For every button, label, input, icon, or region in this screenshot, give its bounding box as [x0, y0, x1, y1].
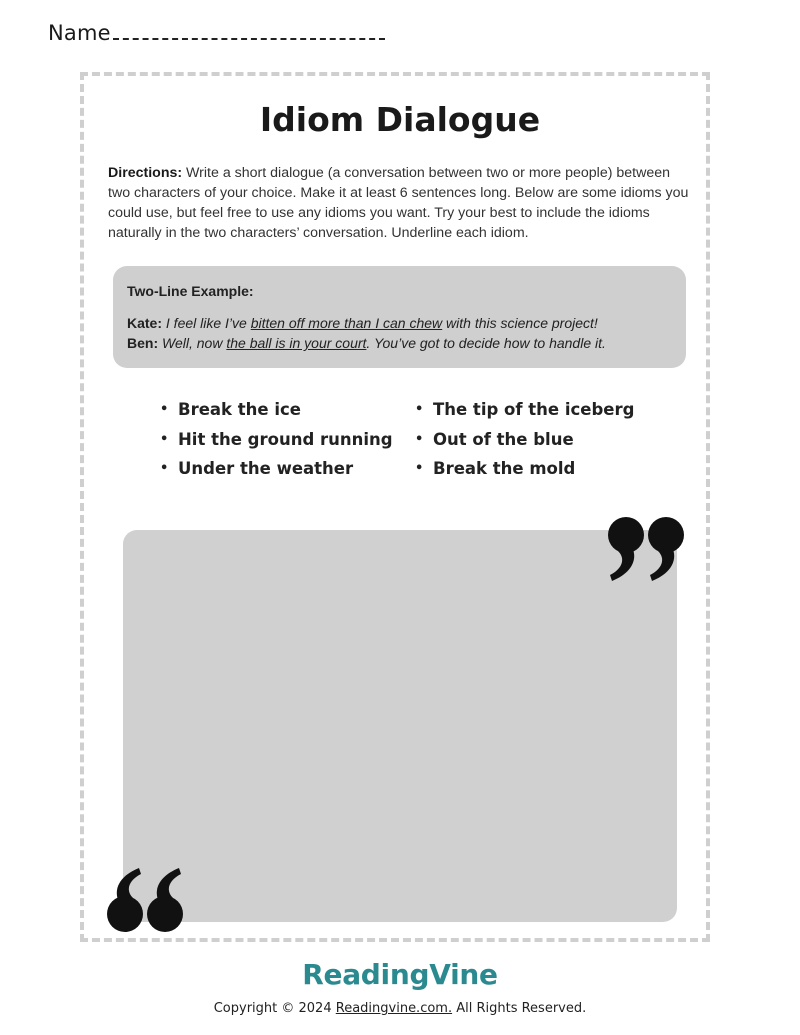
directions-label: Directions:	[108, 165, 183, 181]
example-speaker: Ben:	[127, 335, 159, 351]
left-double-quote-icon	[101, 866, 187, 936]
idiom-list-left	[160, 398, 393, 487]
example-heading: Two-Line Example:	[127, 283, 254, 299]
copyright-notice	[0, 1001, 800, 1016]
idiom-label: Break the mold	[433, 459, 576, 478]
copyright-suffix: All Rights Reserved.	[452, 1001, 587, 1016]
page-title: Idiom Dialogue	[259, 100, 541, 139]
idiom-label: Out of the blue	[433, 429, 574, 449]
example-text: I feel like I’ve	[162, 315, 251, 331]
example-line-ben	[127, 333, 672, 353]
bullet-icon: •	[415, 431, 424, 447]
idiom-item	[160, 428, 393, 458]
directions	[108, 163, 693, 243]
idiom-item	[415, 428, 634, 458]
idiom-item	[160, 398, 393, 428]
bullet-icon: •	[415, 402, 424, 417]
directions-text: Write a short dialogue (a conversation between two or more people) between two characters of your choice. Make it at least 6 sentences long. Below are some idioms you could use, but feel free to use any idioms you want. Try your best to include the idioms naturally in the two characters’ conversation. Underline each idiom.	[108, 165, 689, 241]
idiom-label: The tip of the iceberg	[433, 400, 635, 419]
idiom-list-right	[415, 398, 634, 487]
example-speaker: Kate:	[127, 315, 163, 331]
idiom-label: Break the ice	[178, 400, 301, 419]
idiom-label: Hit the ground running	[178, 429, 393, 449]
example-text: . You’ve got to decide how to handle it.	[366, 335, 606, 351]
example-line-kate	[127, 313, 672, 333]
idiom-item	[160, 457, 393, 487]
example-text: with this science project!	[442, 315, 598, 331]
dialogue-writing-area[interactable]	[123, 530, 677, 922]
example-box	[113, 266, 686, 368]
name-underline[interactable]	[113, 20, 385, 40]
bullet-icon: •	[160, 431, 169, 447]
name-field[interactable]	[48, 20, 385, 45]
bullet-icon: •	[415, 461, 424, 476]
example-idiom: the ball is in your court	[226, 335, 367, 351]
copyright-link[interactable]: Readingvine.com.	[335, 1001, 453, 1016]
idiom-label: Under the weather	[178, 459, 354, 478]
idiom-item	[415, 398, 634, 428]
idiom-item	[415, 457, 634, 487]
example-idiom: bitten off more than I can chew	[250, 315, 443, 331]
copyright-prefix: Copyright © 2024	[213, 1001, 336, 1016]
bullet-icon: •	[160, 402, 169, 417]
right-double-quote-icon	[604, 513, 690, 583]
name-label: Name	[48, 21, 111, 45]
example-text: Well, now	[158, 335, 227, 351]
readingvine-logo: ReadingVine	[302, 958, 498, 991]
bullet-icon: •	[160, 461, 169, 476]
